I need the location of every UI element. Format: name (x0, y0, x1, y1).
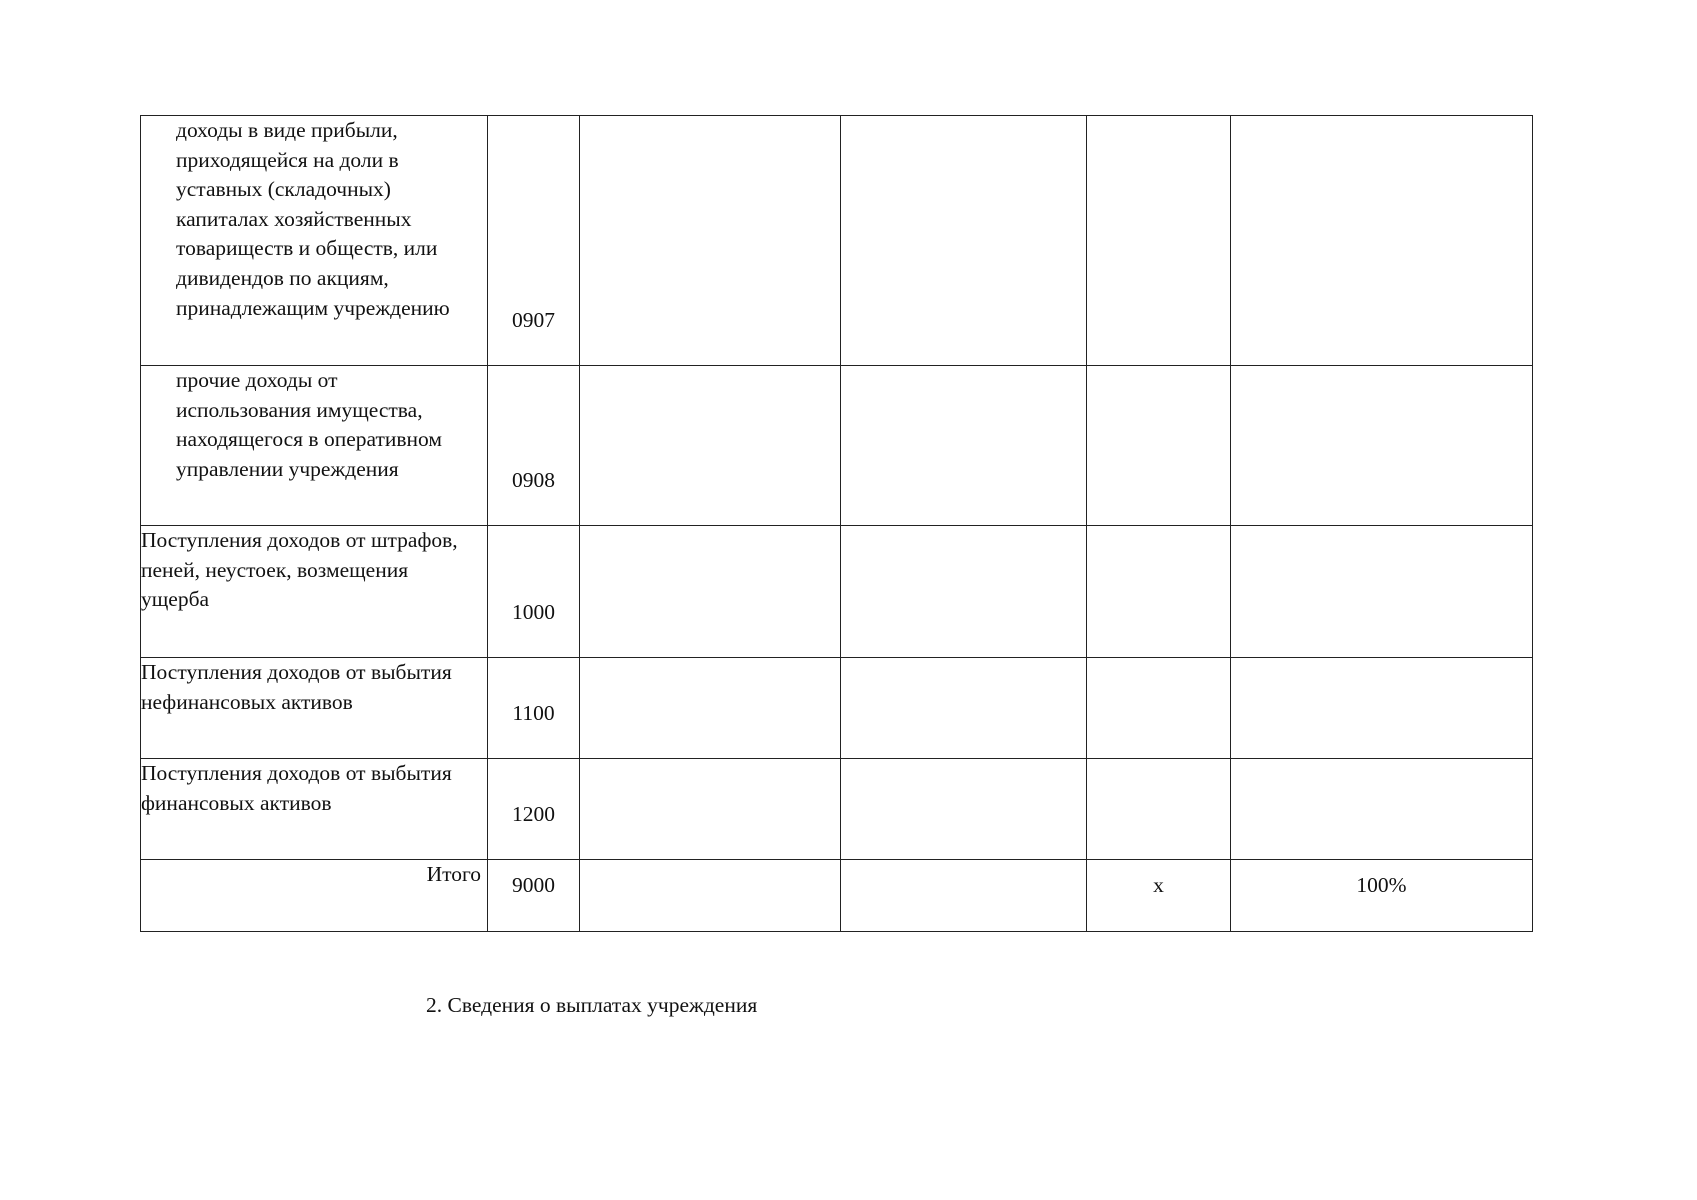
row-label-cell (141, 116, 488, 366)
table-row-total (141, 860, 1533, 932)
row-value-col6 (1231, 116, 1533, 366)
row-value-col5 (1087, 526, 1231, 658)
table-row-1200 (141, 759, 1533, 860)
row-value-col4 (841, 658, 1087, 759)
row-label-cell (141, 526, 488, 658)
total-value-col3 (580, 860, 841, 932)
row-value-col3 (580, 366, 841, 526)
row-value-col4 (841, 366, 1087, 526)
row-value-col6 (1231, 366, 1533, 526)
income-table (140, 115, 1533, 932)
row-value-col3 (580, 658, 841, 759)
total-value-col4 (841, 860, 1087, 932)
row-value-col5 (1087, 116, 1231, 366)
row-label: Поступления доходов от штрафов, пеней, неустоек, возмещения ущерба (141, 528, 458, 612)
row-value-col6 (1231, 658, 1533, 759)
table-row-1000 (141, 526, 1533, 658)
total-code: 9000 (488, 860, 580, 932)
row-value-col4 (841, 759, 1087, 860)
row-label: Поступления доходов от выбытия финансовых активов (141, 761, 452, 815)
row-label: прочие доходы от использования имущества, находящегося в оперативном управлении учреждения (176, 368, 442, 481)
row-label-cell (141, 658, 488, 759)
row-code: 1200 (488, 759, 580, 860)
table-row-1100 (141, 658, 1533, 759)
row-value-col5 (1087, 366, 1231, 526)
total-value-col6: 100% (1231, 860, 1533, 932)
row-label: доходы в виде прибыли, приходящейся на доли в уставных (складочных) капиталах хозяйственных товариществ и обществ, или дивидендов по акциям, принадлежащим учреждению (176, 118, 450, 320)
row-label-cell (141, 759, 488, 860)
row-code: 0907 (488, 116, 580, 366)
row-value-col5 (1087, 658, 1231, 759)
row-value-col5 (1087, 759, 1231, 860)
table-row-0908 (141, 366, 1533, 526)
section-heading: 2. Сведения о выплатах учреждения (426, 993, 758, 1017)
row-code: 1100 (488, 658, 580, 759)
total-label: Итого (141, 860, 488, 932)
row-value-col3 (580, 526, 841, 658)
row-label: Поступления доходов от выбытия нефинансовых активов (141, 660, 452, 714)
row-label-cell (141, 366, 488, 526)
row-value-col6 (1231, 526, 1533, 658)
table-row-0907 (141, 116, 1533, 366)
row-value-col6 (1231, 759, 1533, 860)
row-value-col3 (580, 759, 841, 860)
row-value-col4 (841, 116, 1087, 366)
total-value-col5: x (1087, 860, 1231, 932)
row-value-col4 (841, 526, 1087, 658)
row-code: 1000 (488, 526, 580, 658)
row-code: 0908 (488, 366, 580, 526)
row-value-col3 (580, 116, 841, 366)
